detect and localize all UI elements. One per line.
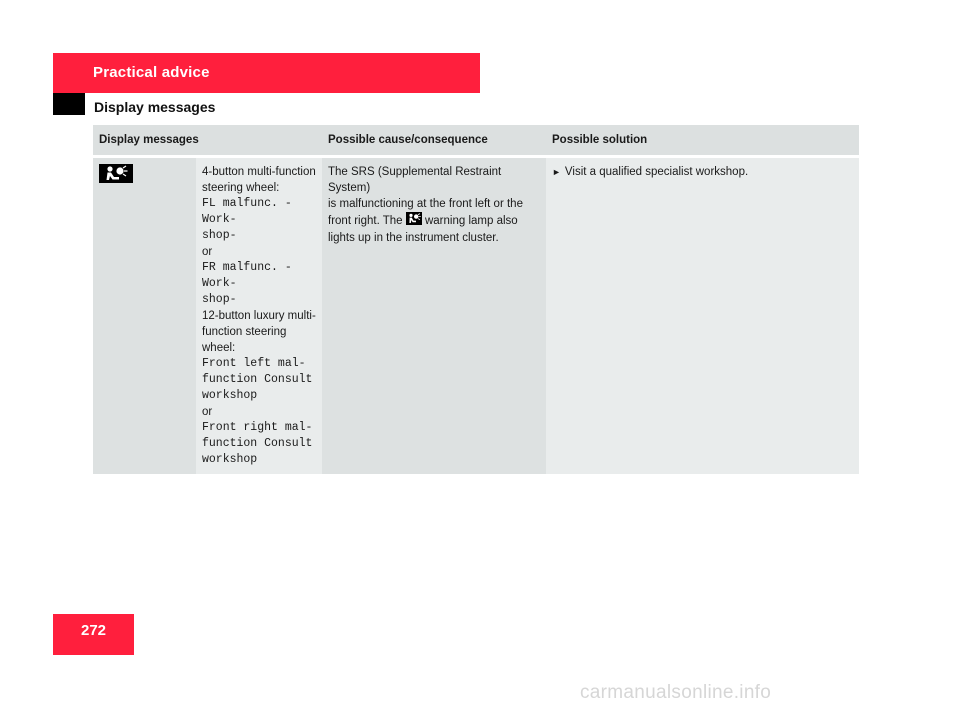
page-number: 272	[80, 622, 107, 639]
subsection-title: Display messages	[94, 99, 216, 115]
display-message-text: function Consult	[202, 437, 313, 450]
message-description: steering wheel:	[202, 182, 280, 194]
display-message-text: FL malfunc. -Work-	[202, 197, 292, 226]
column-header-solution: Possible solution	[546, 125, 859, 157]
column-header-cause: Possible cause/consequence	[322, 125, 546, 157]
display-message-text: workshop	[202, 453, 258, 466]
message-cell	[196, 157, 322, 475]
display-message-text: shop-	[202, 229, 237, 242]
cause-text: warning lamp also	[424, 215, 518, 228]
solution-text: Visit a qualified specialist workshop.	[564, 166, 749, 178]
message-description: 4-button multi-function	[202, 166, 316, 178]
display-message-text: Front left mal-	[202, 357, 306, 370]
message-description: or	[202, 406, 213, 418]
icon-cell	[93, 157, 196, 475]
display-message-text: Front right mal-	[202, 421, 313, 434]
solution-cell	[546, 157, 859, 475]
cause-line-with-icon	[328, 212, 540, 230]
display-messages-table	[93, 125, 859, 474]
section-marker	[53, 93, 85, 115]
display-message-text: shop-	[202, 293, 237, 306]
display-message-text: FR malfunc. -Work-	[202, 261, 292, 290]
cause-line: The SRS (Supplemental Restraint System)	[328, 166, 502, 194]
watermark: carmanualsonline.info	[580, 682, 772, 703]
column-header-display-messages: Display messages	[93, 125, 322, 157]
cause-cell	[322, 157, 546, 475]
airbag-warning-icon	[99, 164, 133, 188]
message-description: or	[202, 246, 213, 258]
cause-line: lights up in the instrument cluster.	[328, 232, 499, 244]
message-description: wheel:	[202, 342, 236, 354]
display-message-text: workshop	[202, 389, 258, 402]
message-description: 12-button luxury multi-	[202, 310, 316, 322]
table-row	[93, 157, 859, 475]
airbag-warning-icon	[406, 212, 422, 230]
arrow-bullet-icon: ►	[552, 167, 561, 177]
page-number-box	[53, 614, 134, 655]
display-message-text: function Consult	[202, 373, 313, 386]
table-header-row	[93, 125, 859, 157]
message-description: function steering	[202, 326, 287, 338]
cause-line: is malfunctioning at the front left or the	[328, 198, 523, 210]
section-header-bar	[53, 53, 480, 93]
section-title: Practical advice	[93, 64, 210, 81]
cause-text: front right. The	[328, 215, 403, 228]
